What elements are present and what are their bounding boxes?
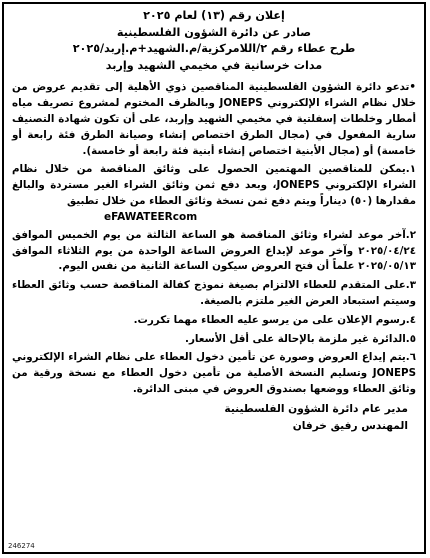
signatory-position: مدير عام دائرة الشؤون الفلسطينية <box>224 402 408 415</box>
signatory-name: المهندس رفيق خرفان <box>292 419 408 432</box>
intro-paragraph: •تدعو دائرة الشؤون الفلسطينية المناقصين ذوي الأهلية إلى تقديم عروض من خلال نظام الشراء الإلكتروني JONEPS وبالظرف المختوم لمشروع تصريف مياه أمطار وخلطات إسفلتية في مخيمي الشهيد وإربد، على أن تكون شهادة التصنيف سارية المفعول في (مجال الطرق اختصاص إنشاء وصيانة الطرق فئة رابعة أو خامسة) أو (مجال الأبنية اختصاص إنشاء أبنية فئة رابعة أو خامسة). <box>12 81 416 157</box>
item-1 <box>12 162 416 224</box>
item-6: ٦.يتم إيداع العروض وصورة عن تأمين دخول العطاء على نظام الشراء الإلكتروني JONEPS وتسليم النسخة الأصلية من تأمين دخول العطاء مع نسخة ورقية من وثائق العطاء ووضعها بصندوق العروض في مبنى الدائرة. <box>12 351 416 395</box>
item-1-text: ١.يمكن للمناقصين المهتمين الحصول على وثائق المناقصة من خلال نظام الشراء الإلكتروني JONEPS، وبعد دفع ثمن وثائق الشراء الغير مستردة والبالغ مقدارها (٥٠) ديناراً ويتم دفع ثمن نسخة وثائق العطاء من خلال تطبيق <box>12 163 416 207</box>
item-4: ٤.رسوم الإعلان على من يرسو عليه العطاء مهما تكررت. <box>133 313 416 326</box>
tender-number: طرح عطاء رقم ٢/اللامركزية/م.الشهيد+م.إربد/٢٠٢٥ <box>72 42 356 56</box>
announcement-body <box>4 80 424 397</box>
tender-subject: مدات خرسانية في مخيمي الشهيد وإربد <box>105 58 323 72</box>
reference-number: 246274 <box>8 542 35 550</box>
announcement-header <box>4 8 424 74</box>
item-5: ٥.الدائرة غير ملزمة بالإحالة على أقل الأسعار. <box>185 332 416 345</box>
efawateer-link: eFAWATEERcom <box>104 210 198 223</box>
signature-block <box>4 401 424 435</box>
item-2: ٢.آخر موعد لشراء وثائق المناقصة هو الساعة الثالثة من يوم الخميس الموافق ٢٠٢٥/٠٤/٢٤ وآخر موعد لإيداع العروض الساعة الواحدة من يوم الثلاثاء الموافق ٢٠٢٥/٠٥/١٣ علماً أن فتح العروض سيكون الساعة الثانية من نفس اليوم. <box>12 228 416 273</box>
announcement-frame <box>2 2 426 554</box>
item-3: ٣.على المتقدم للعطاء الالتزام بصيغة نموذج كفالة المناقصة حسب وثائق العطاء وسيتم استبعاد العرض الغير ملتزم بالصيغة. <box>12 279 416 307</box>
announcement-title: إعلان رقم (١٣) لعام ٢٠٢٥ <box>143 9 285 22</box>
issuer-line: صادر عن دائرة الشؤون الفلسطينية <box>116 25 312 39</box>
